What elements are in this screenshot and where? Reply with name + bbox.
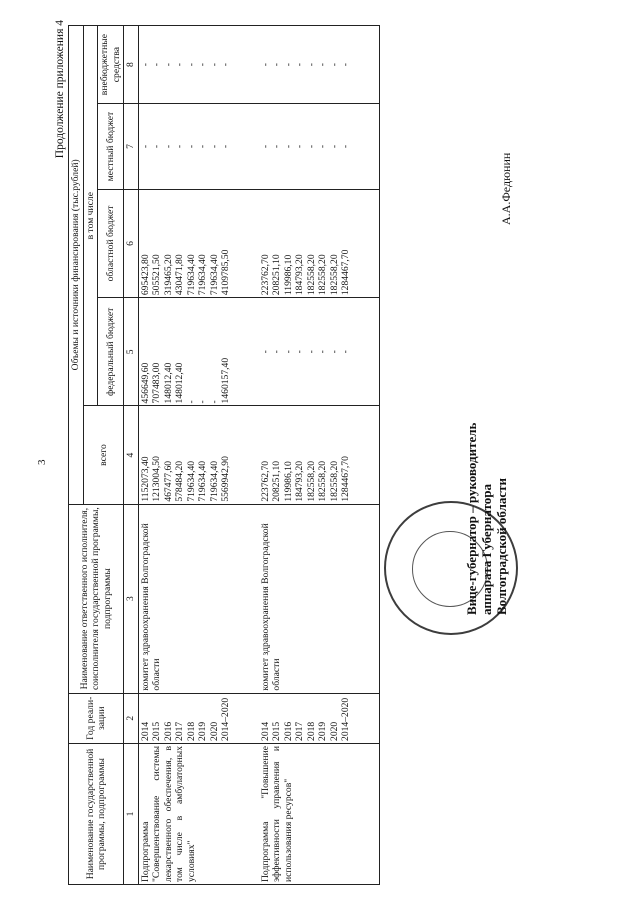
column-number: 6 xyxy=(124,189,139,297)
regional-values: 695423,80 505521,50 319465,20 430471,80 719634,40 719634,40 719634,40 4109785,50 xyxy=(138,189,259,297)
years-list: 2014 2015 2016 2017 2018 2019 2020 2014–2020 xyxy=(259,693,380,743)
appendix-continuation: Продолжение приложения 4 xyxy=(54,20,66,159)
column-numbers-row xyxy=(124,26,139,885)
header-regional: областной бюджет xyxy=(98,189,124,297)
header-total: всего xyxy=(83,406,124,504)
financing-table xyxy=(68,25,380,885)
executor-name: комитет здравоохранения Волгоградской области xyxy=(259,504,380,693)
federal-values: - - - - - - - - xyxy=(259,298,380,406)
header-federal: федеральный бюджет xyxy=(98,298,124,406)
header-program: Наименование государственной программы, подпрограммы xyxy=(69,743,124,884)
document-page xyxy=(34,15,634,885)
federal-values: 456649,60 707483,00 148012,40 148012,40 - - - 1460157,40 xyxy=(138,298,259,406)
column-number: 5 xyxy=(124,298,139,406)
offbudget-values: - - - - - - - - xyxy=(259,26,380,104)
total-values: 223762,70 208251,10 119986,10 184793,20 182558,20 182558,20 182558,20 1284467,70 xyxy=(259,406,380,504)
header-executor: Наименование ответственного исполнителя, соисполнителя государственной программы, подпрограммы xyxy=(69,504,124,693)
table-row xyxy=(138,26,259,885)
program-name: Подпрограмма "Совершенствование системы лекарственного обеспечения, в том числе в амбулаторных условиях" xyxy=(138,743,259,884)
signature-title-line1: Вице-губернатор – руководитель xyxy=(464,422,479,615)
table-row xyxy=(259,26,380,885)
header-offbudget: внебюджетные средства xyxy=(98,26,124,104)
page-number: 3 xyxy=(36,459,48,465)
local-values: - - - - - - - - xyxy=(259,104,380,190)
local-values: - - - - - - - - xyxy=(138,104,259,190)
column-number: 1 xyxy=(124,743,139,884)
column-number: 7 xyxy=(124,104,139,190)
column-number: 3 xyxy=(124,504,139,693)
header-including: в том числе xyxy=(83,26,98,406)
signature-title-line2: аппарата Губернатора xyxy=(479,483,494,615)
years-list: 2014 2015 2016 2017 2018 2019 2020 2014–2020 xyxy=(138,693,259,743)
executor-name: комитет здравоохранения Волгоградской области xyxy=(138,504,259,693)
column-number: 4 xyxy=(124,406,139,504)
signature-title-line3: Волгоградской области xyxy=(494,477,509,615)
total-values: 1152073,40 1213004,50 467477,60 578484,20 719634,40 719634,40 719634,40 5569942,90 xyxy=(138,406,259,504)
offbudget-values: - - - - - - - - xyxy=(138,26,259,104)
column-number: 2 xyxy=(124,693,139,743)
signature-block xyxy=(464,423,509,615)
regional-values: 223762,70 208251,10 119986,10 184793,20 182558,20 182558,20 182558,20 1284467,70 xyxy=(259,189,380,297)
header-local: местный бюджет xyxy=(98,104,124,190)
column-number: 8 xyxy=(124,26,139,104)
header-volumes: Объемы и источники финансирования (тыс.рублей) xyxy=(69,26,84,505)
header-year: Год реали-зации xyxy=(69,693,124,743)
signatory-name: А.А.Федюнин xyxy=(499,152,513,225)
program-name: Подпрограмма "Повышение эффективности управления и использования ресурсов" xyxy=(259,743,380,884)
